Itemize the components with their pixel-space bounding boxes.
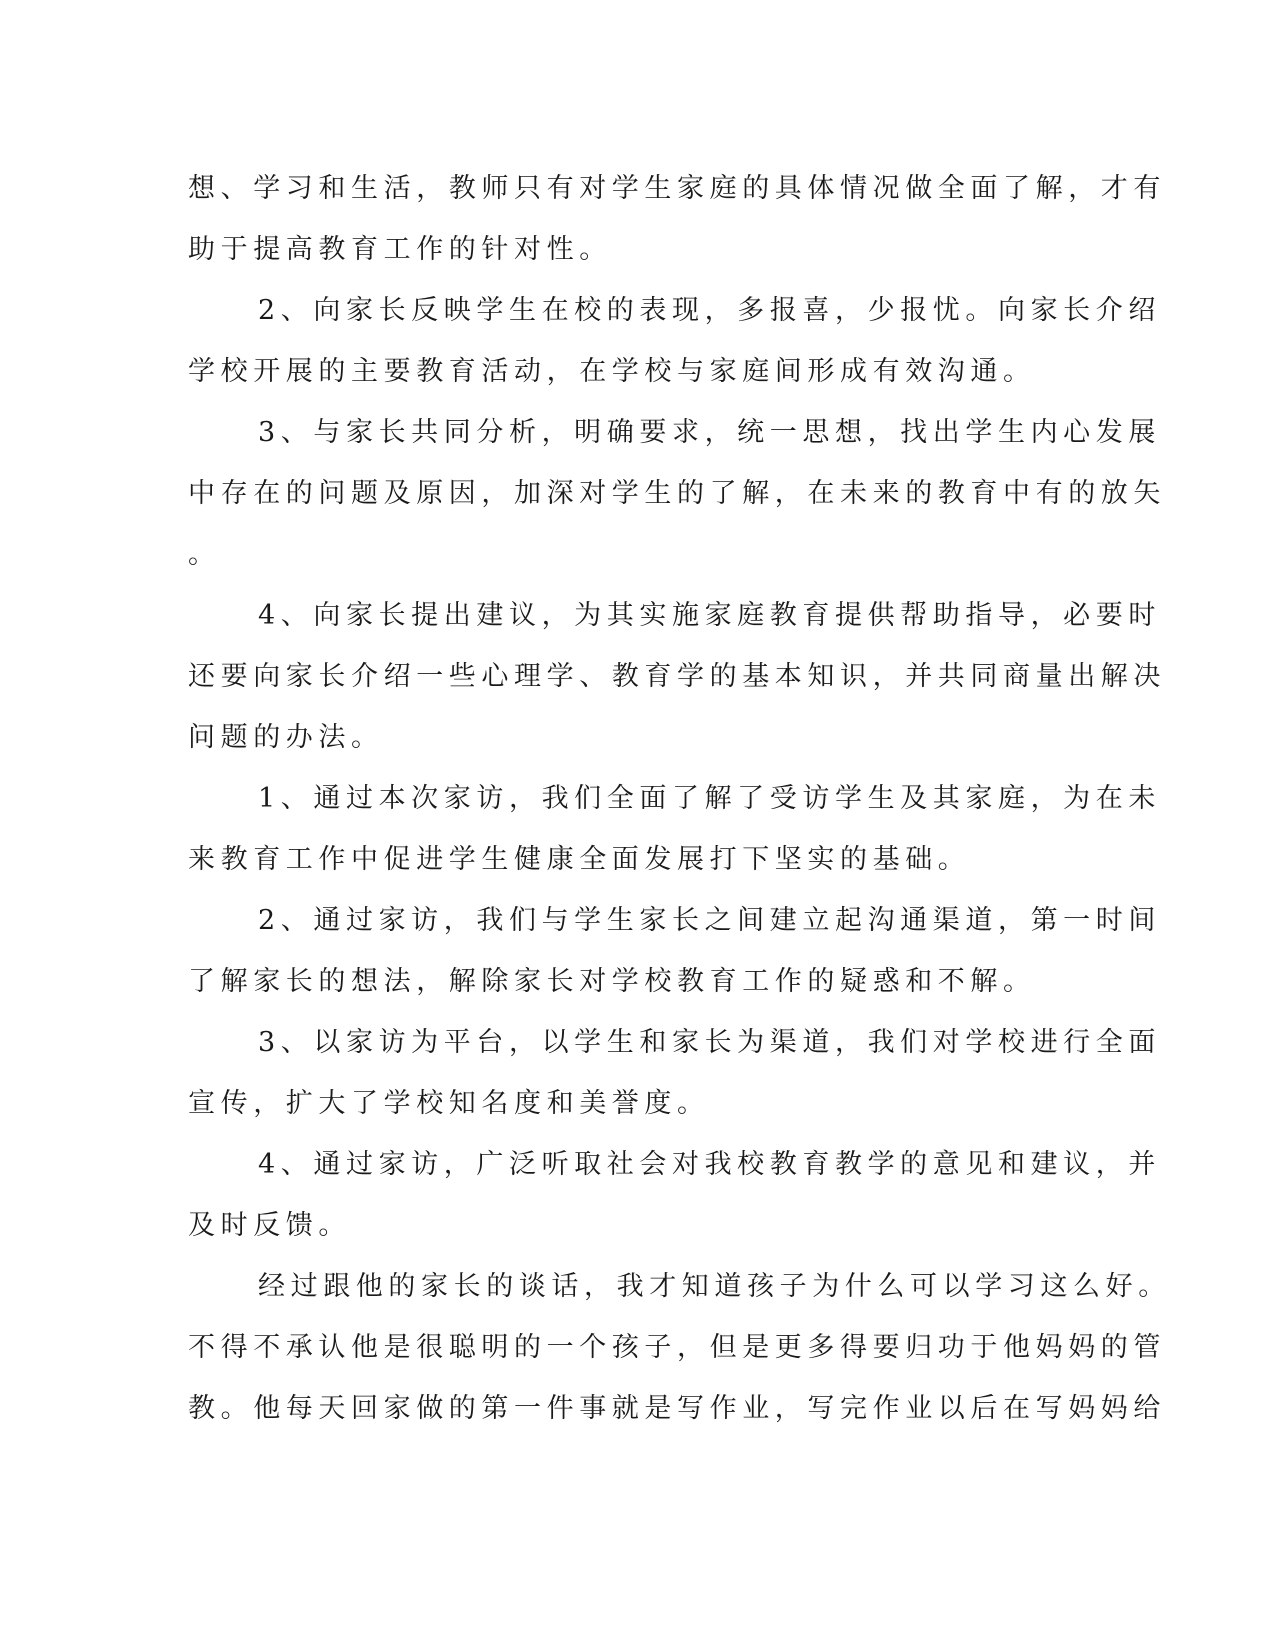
text-line: 中存在的问题及原因，加深对学生的了解，在未来的教育中有的放矢	[188, 478, 1166, 509]
text-line: 3、与家长共同分析，明确要求，统一思想，找出学生内心发展	[258, 417, 1161, 448]
text-line: 4、通过家访，广泛听取社会对我校教育教学的意见和建议，并	[258, 1149, 1161, 1180]
text-line: 宣传，扩大了学校知名度和美誉度。	[188, 1088, 710, 1119]
text-line: 学校开展的主要教育活动，在学校与家庭间形成有效沟通。	[188, 356, 1036, 387]
text-line: 还要向家长介绍一些心理学、教育学的基本知识，并共同商量出解决	[188, 661, 1166, 692]
text-line: 问题的办法。	[188, 722, 384, 753]
text-line: 及时反馈。	[188, 1210, 351, 1241]
text-line: 。	[188, 539, 221, 570]
text-line: 助于提高教育工作的针对性。	[188, 234, 612, 265]
text-line: 想、学习和生活，教师只有对学生家庭的具体情况做全面了解，才有	[188, 173, 1166, 204]
text-line: 来教育工作中促进学生健康全面发展打下坚实的基础。	[188, 844, 971, 875]
text-line: 1、通过本次家访，我们全面了解了受访学生及其家庭，为在未	[258, 783, 1161, 814]
text-line: 2、向家长反映学生在校的表现，多报喜，少报忧。向家长介绍	[258, 295, 1161, 326]
text-line: 教。他每天回家做的第一件事就是写作业，写完作业以后在写妈妈给	[188, 1393, 1166, 1424]
text-line: 3、以家访为平台，以学生和家长为渠道，我们对学校进行全面	[258, 1027, 1161, 1058]
text-line: 经过跟他的家长的谈话，我才知道孩子为什么可以学习这么好。	[258, 1271, 1171, 1302]
text-line: 了解家长的想法，解除家长对学校教育工作的疑惑和不解。	[188, 966, 1036, 997]
document-body	[188, 158, 1171, 1439]
text-line: 不得不承认他是很聪明的一个孩子，但是更多得要归功于他妈妈的管	[188, 1332, 1166, 1363]
text-line: 2、通过家访，我们与学生家长之间建立起沟通渠道，第一时间	[258, 905, 1161, 936]
text-line: 4、向家长提出建议，为其实施家庭教育提供帮助指导，必要时	[258, 600, 1161, 631]
